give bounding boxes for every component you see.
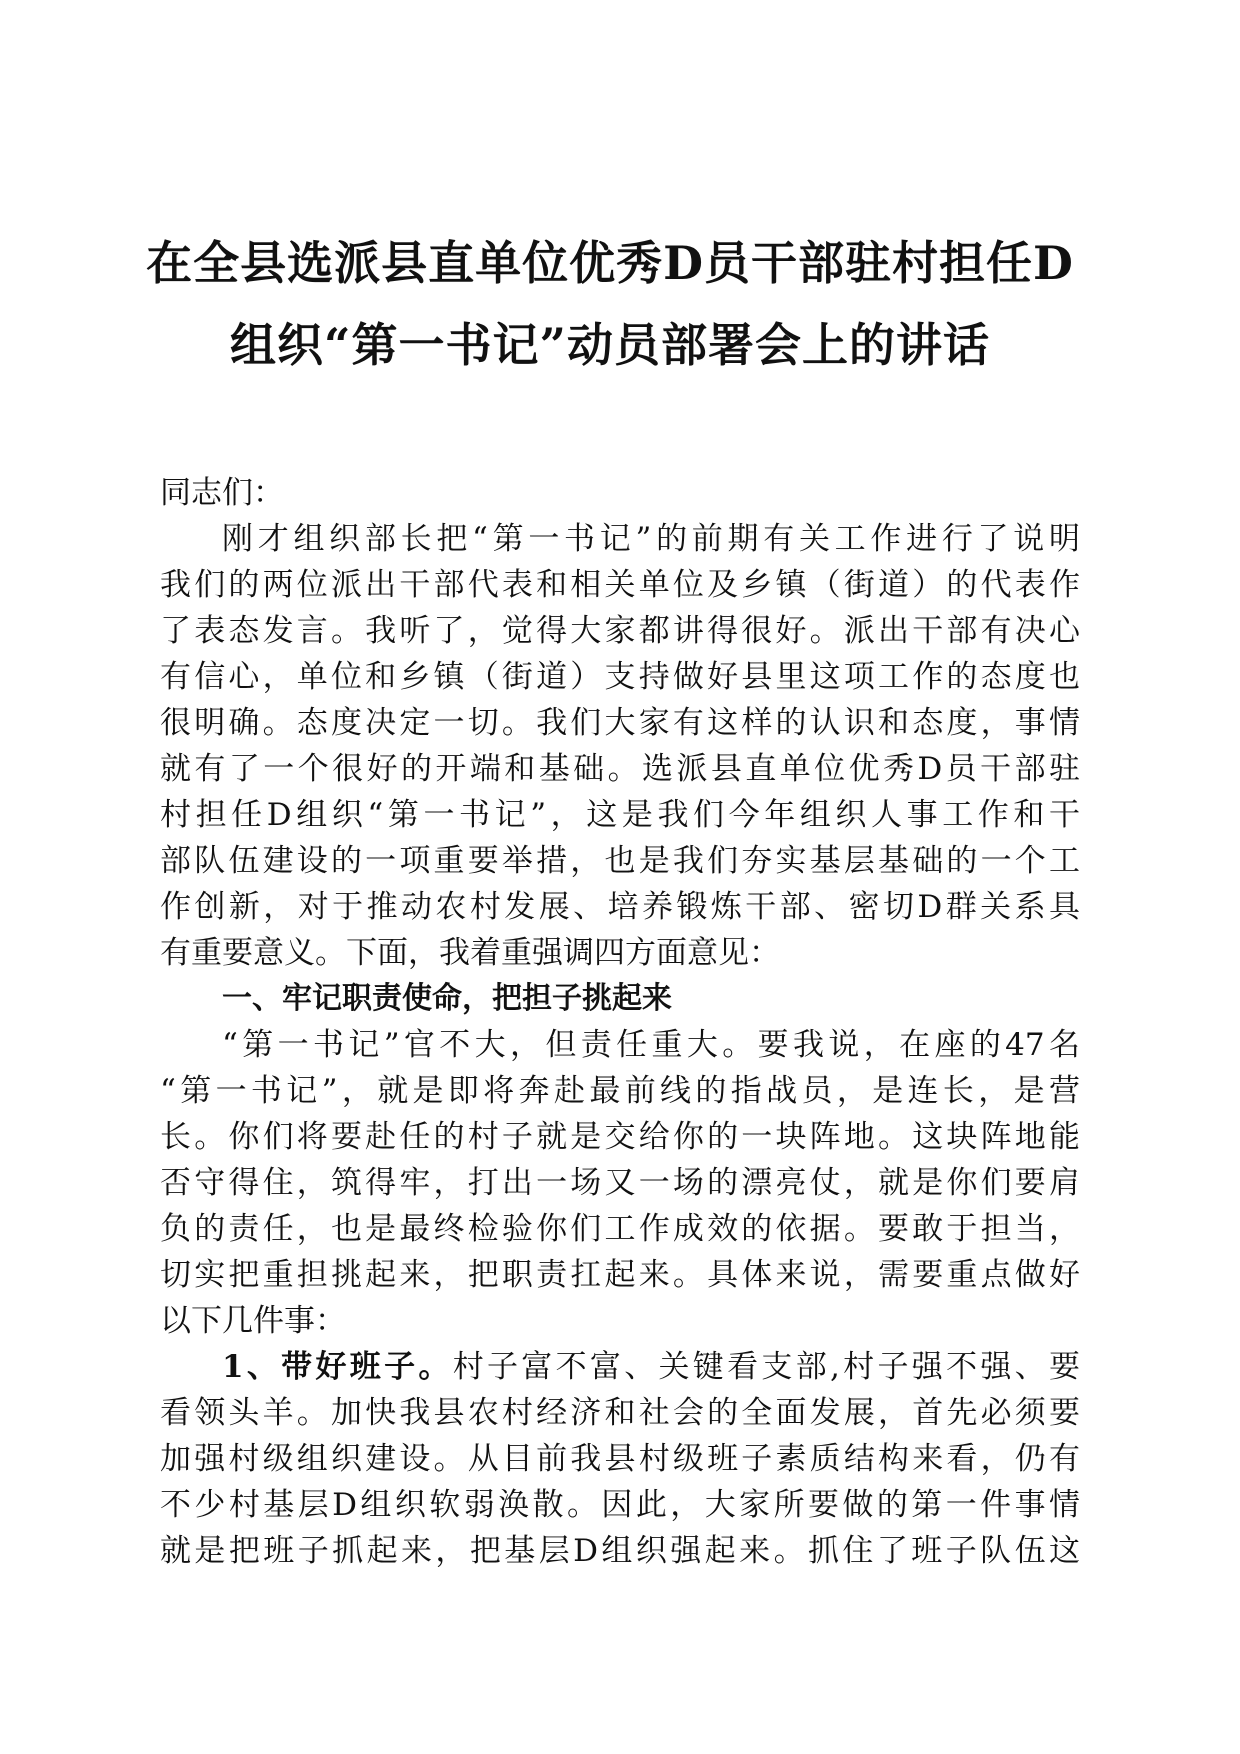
- paragraph-line: [160, 1344, 1080, 1390]
- document-title: [140, 222, 1080, 386]
- item-1-label: 1、带好班子。: [222, 1349, 453, 1385]
- paragraph-line: 不少村基层D组织软弱涣散。因此，大家所要做的第一件事情: [160, 1487, 1080, 1523]
- section-heading-1: 一、牢记职责使命，把担子挑起来: [222, 981, 672, 1016]
- paragraph-line: 切实把重担挑起来，把职责扛起来。具体来说，需要重点做好: [160, 1257, 1080, 1293]
- paragraph-line: 加强村级组织建设。从目前我县村级班子素质结构来看，仍有: [160, 1441, 1080, 1477]
- paragraph-line: 否守得住，筑得牢，打出一场又一场的漂亮仗，就是你们要肩: [160, 1165, 1080, 1201]
- paragraph-line: 刚才组织部长把“第一书记”的前期有关工作进行了说明: [222, 521, 1080, 557]
- item-1-paragraph: [160, 1344, 1080, 1574]
- paragraph-line: 以下几件事：: [160, 1303, 346, 1339]
- item-1-first-text: 村子富不富、关键看支部,村子强不强、要: [452, 1349, 1080, 1385]
- paragraph-line: 部队伍建设的一项重要举措，也是我们夯实基层基础的一个工: [160, 843, 1080, 879]
- paragraph-line: 就是把班子抓起来，把基层D组织强起来。抓住了班子队伍这: [160, 1533, 1080, 1569]
- paragraph-line: 负的责任，也是最终检验你们工作成效的依据。要敢于担当，: [160, 1211, 1080, 1247]
- title-line-2: 组织“第一书记”动员部署会上的讲话: [230, 318, 990, 372]
- paragraph-line: 作创新，对于推动农村发展、培养锻炼干部、密切D群关系具: [160, 889, 1080, 925]
- paragraph-line: 我们的两位派出干部代表和相关单位及乡镇（街道）的代表作: [160, 567, 1080, 603]
- paragraph-1: [160, 516, 1080, 976]
- paragraph-line: 村担任D组织“第一书记”，这是我们今年组织人事工作和干: [160, 797, 1080, 833]
- paragraph-line: 有信心，单位和乡镇（街道）支持做好县里这项工作的态度也: [160, 659, 1080, 695]
- paragraph-line: “第一书记”，就是即将奔赴最前线的指战员，是连长，是营: [160, 1073, 1080, 1109]
- paragraph-line: 了表态发言。我听了，觉得大家都讲得很好。派出干部有决心: [160, 613, 1080, 649]
- document-body: [160, 470, 1080, 1574]
- paragraph-line: 长。你们将要赴任的村子就是交给你的一块阵地。这块阵地能: [160, 1119, 1080, 1155]
- paragraph-line: “第一书记”官不大，但责任重大。要我说，在座的47名: [222, 1027, 1080, 1063]
- salutation: 同志们：: [160, 475, 284, 511]
- paragraph-line: 看领头羊。加快我县农村经济和社会的全面发展，首先必须要: [160, 1395, 1080, 1431]
- paragraph-line: 很明确。态度决定一切。我们大家有这样的认识和态度，事情: [160, 705, 1080, 741]
- title-line-1: 在全县选派县直单位优秀D员干部驻村担任D: [146, 236, 1074, 290]
- paragraph-line: 有重要意义。下面，我着重强调四方面意见：: [160, 935, 780, 971]
- paragraph-2: [160, 1022, 1080, 1344]
- paragraph-line: 就有了一个很好的开端和基础。选派县直单位优秀D员干部驻: [160, 751, 1080, 787]
